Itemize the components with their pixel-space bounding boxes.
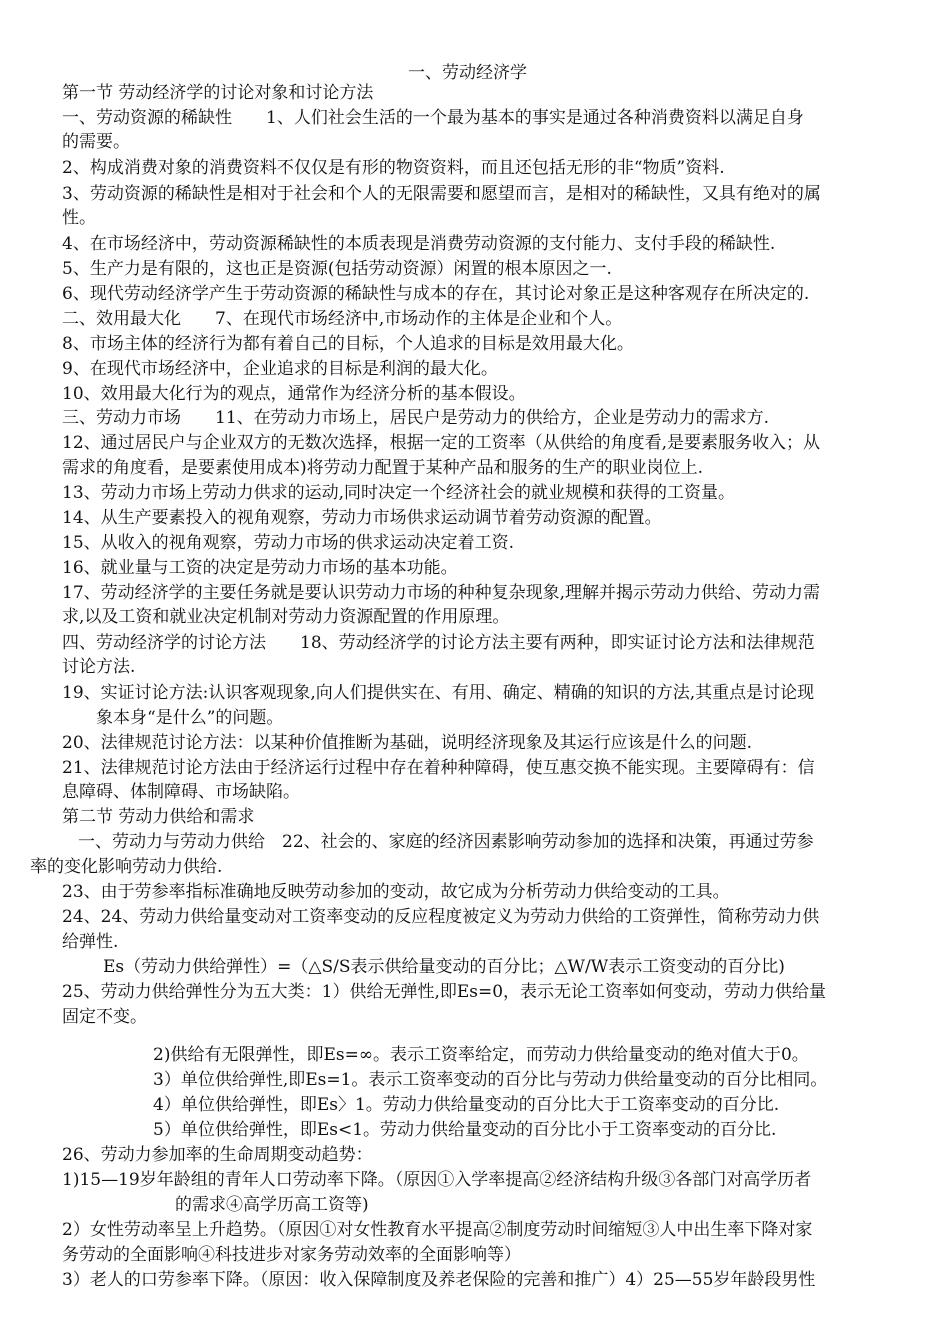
text-line: 3）单位供给弹性,即Es=1。表示工资率变动的百分比与劳动力供给量变动的百分比相同。 xyxy=(153,1070,828,1090)
text-line: 固定不变。 xyxy=(62,1007,147,1027)
text-line: 四、劳动经济学的讨论方法 18、劳动经济学的讨论方法主要有两种，即实证讨论方法和法律规范 xyxy=(62,633,815,653)
text-line: 给弹性. xyxy=(62,932,119,952)
text-line: 3、劳动资源的稀缺性是相对于社会和个人的无限需要和愿望而言，是相对的稀缺性，又具有绝对的属 xyxy=(62,184,821,204)
text-line: 息障碍、体制障碍、市场缺陷。 xyxy=(62,782,300,802)
text-line: 2、构成消费对象的消费资料不仅仅是有形的物资资料，而且还包括无形的非“物质”资料. xyxy=(62,158,725,178)
text-line: 15、从收入的视角观察，劳动力市场的供求运动决定着工资. xyxy=(62,533,515,553)
text-line: 象本身“是什么”的问题。 xyxy=(96,708,284,728)
formula-line: Es（劳动力供给弹性）=（△S/S表示供给量变动的百分比；△W/W表示工资变动的百分比) xyxy=(103,957,785,977)
text-line: 讨论方法. xyxy=(62,657,136,677)
text-line: 13、劳动力市场上劳动力供求的运动,同时决定一个经济社会的就业规模和获得的工资量。 xyxy=(62,483,736,503)
text-line: 10、效用最大化行为的观点，通常作为经济分析的基本假设。 xyxy=(62,384,526,404)
text-line: 20、法律规范讨论方法：以某种价值推断为基础，说明经济现象及其运行应该是什么的问题. xyxy=(62,733,753,753)
text-line: 17、劳动经济学的主要任务就是要认识劳动力市场的种种复杂现象,理解并揭示劳动力供给、劳动力需 xyxy=(62,583,821,603)
text-line: 19、实证讨论方法:认识客观现象,向人们提供实在、有用、确定、精确的知识的方法,其重点是讨论现 xyxy=(62,683,815,703)
text-line: 一、劳动资源的稀缺性 1、人们社会生活的一个最为基本的事实是通过各种消费资料以满足自身 xyxy=(62,108,804,128)
text-line: 性。 xyxy=(62,208,96,228)
text-line: 三、劳动力市场 11、在劳动力市场上，居民户是劳动力的供给方，企业是劳动力的需求方. xyxy=(62,408,770,428)
text-line: 1)15—19岁年龄组的青年人口劳动率下降。（原因①入学率提高②经济结构升级③各部门对高学历者 xyxy=(62,1170,812,1190)
text-line: 23、由于劳参率指标准确地反映劳动参加的变动，故它成为分析劳动力供给变动的工具。 xyxy=(62,882,730,902)
text-line: 4、在市场经济中，劳动资源稀缺性的本质表现是消费劳动资源的支付能力、支付手段的稀缺性. xyxy=(62,234,776,254)
text-line: 务劳动的全面影响④科技进步对家务劳动效率的全面影响等） xyxy=(62,1245,521,1265)
text-line: 的需要。 xyxy=(62,132,130,152)
text-line: 21、法律规范讨论方法由于经济运行过程中存在着种种障碍，使互惠交换不能实现。主要障碍有：信 xyxy=(62,758,815,778)
text-line: 26、劳动力参加率的生命周期变动趋势： xyxy=(62,1145,373,1165)
section-heading: 第二节 劳动力供给和需求 xyxy=(62,807,255,827)
text-line: 率的变化影响劳动力供给. xyxy=(30,857,223,877)
text-line: 6、现代劳动经济学产生于劳动资源的稀缺性与成本的存在，其讨论对象正是这种客观存在所决定的. xyxy=(62,284,810,304)
text-line: 5）单位供给弹性，即Es<1。劳动力供给量变动的百分比小于工资率变动的百分比. xyxy=(153,1120,777,1140)
text-line: 14、从生产要素投入的视角观察，劳动力市场供求运动调节着劳动资源的配置。 xyxy=(62,508,662,528)
text-line: 8、市场主体的经济行为都有着自己的目标，个人追求的目标是效用最大化。 xyxy=(62,334,634,354)
text-line: 12、通过居民户与企业双方的无数次选择，根据一定的工资率（从供给的角度看,是要素服务收入；从 xyxy=(62,433,821,453)
section-heading: 第一节 劳动经济学的讨论对象和讨论方法 xyxy=(62,83,374,103)
text-line: 二、效用最大化 7、在现代市场经济中,市场动作的主体是企业和个人。 xyxy=(62,309,623,329)
text-line: 一、劳动力与劳动力供给 22、社会的、家庭的经济因素影响劳动参加的选择和决策，再通过劳参 xyxy=(78,832,814,852)
text-line: 4）单位供给弹性，即Es〉1。劳动力供给量变动的百分比大于工资率变动的百分比. xyxy=(153,1095,780,1115)
text-line: 的需求④高学历高工资等) xyxy=(175,1195,369,1215)
text-line: 9、在现代市场经济中，企业追求的目标是利润的最大化。 xyxy=(62,359,498,379)
text-line: 16、就业量与工资的决定是劳动力市场的基本功能。 xyxy=(62,558,458,578)
text-line: 求,以及工资和就业决定机制对劳动力资源配置的作用原理。 xyxy=(62,607,510,627)
text-line: 5、生产力是有限的，这也正是资源(包括劳动资源）闲置的根本原因之一. xyxy=(62,259,612,279)
text-line: 需求的角度看，是要素使用成本)将劳动力配置于某种产品和服务的生产的职业岗位上. xyxy=(62,458,704,478)
text-line: 3）老人的口劳参率下降。（原因：收入保障制度及养老保险的完善和推广）4）25—55岁年龄段男性 xyxy=(62,1270,816,1290)
text-line: 24、24、劳动力供给量变动对工资率变动的反应程度被定义为劳动力供给的工资弹性，简称劳动力供 xyxy=(62,907,820,927)
text-line: 25、劳动力供给弹性分为五大类：1）供给无弹性,即Es=0，表示无论工资率如何变动，劳动力供给量 xyxy=(62,982,827,1002)
text-line: 2）女性劳动率呈上升趋势。（原因①对女性教育水平提高②制度劳动时间缩短③人中出生率下降对家 xyxy=(62,1220,813,1240)
text-line: 2)供给有无限弹性，即Es=∞。表示工资率给定，而劳动力供给量变动的绝对值大于0。 xyxy=(153,1045,809,1065)
document-title: 一、劳动经济学 xyxy=(408,63,527,83)
